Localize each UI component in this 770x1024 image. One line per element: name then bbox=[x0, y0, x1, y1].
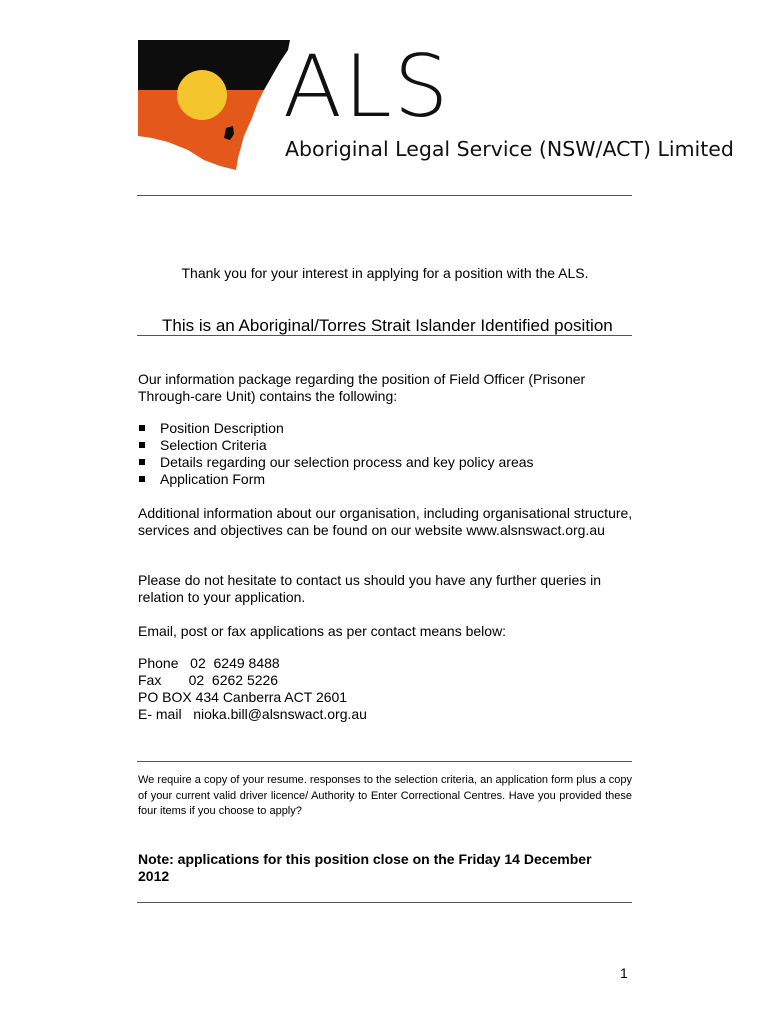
logo-sun-circle bbox=[177, 70, 227, 120]
logo-acronym: ALS bbox=[283, 37, 451, 137]
contact-block bbox=[138, 655, 367, 723]
closing-note: Note: applications for this position close on the Friday 14 December 2012 bbox=[138, 851, 592, 884]
contact-po-box: PO BOX 434 Canberra ACT 2601 bbox=[138, 689, 348, 705]
bullet-icon bbox=[139, 459, 145, 465]
footer-divider bbox=[137, 902, 632, 903]
contact-phone: Phone 02 6249 8488 bbox=[138, 655, 280, 671]
logo-org-name: Aboriginal Legal Service (NSW/ACT) Limited bbox=[285, 137, 734, 161]
package-text: Our information package regarding the position of Field Officer (Prisoner Through-care Unit) contains the following: bbox=[138, 371, 586, 404]
intro-text: Thank you for your interest in applying for a position with the ALS. bbox=[181, 265, 589, 281]
contact-email: E- mail nioka.bill@alsnswact.org.au bbox=[138, 706, 367, 722]
requirements-divider bbox=[137, 761, 632, 762]
list-item bbox=[138, 471, 534, 488]
page-number: 1 bbox=[620, 965, 628, 981]
identified-heading: This is an Aboriginal/Torres Strait Islander Identified position bbox=[162, 316, 613, 335]
bullet-icon bbox=[139, 442, 145, 448]
list-item-label: Details regarding our selection process and key policy areas bbox=[160, 454, 534, 470]
apply-means-text: Email, post or fax applications as per contact means below: bbox=[138, 623, 507, 639]
header-divider bbox=[137, 195, 632, 196]
list-item bbox=[138, 454, 534, 471]
bullet-icon bbox=[139, 476, 145, 482]
list-item-label: Application Form bbox=[160, 471, 266, 487]
bullet-icon bbox=[139, 425, 145, 431]
list-item-label: Position Description bbox=[160, 420, 284, 436]
additional-info-text: Additional information about our organisation, including organisational structure, services and objectives can be found on our website www.alsnswact.org.au bbox=[138, 505, 633, 538]
list-item-label: Selection Criteria bbox=[160, 437, 267, 453]
package-items-list bbox=[138, 420, 534, 488]
requirements-text: We require a copy of your resume. responses to the selection criteria, an application form plus a copy of your current valid driver licence/ Authority to Enter Correctional Centres. Have you provided these four items if you choose to apply? bbox=[138, 774, 632, 817]
identified-underline bbox=[137, 335, 632, 336]
list-item bbox=[138, 420, 534, 437]
queries-text: Please do not hesitate to contact us should you have any further queries in relation to your application. bbox=[138, 572, 602, 605]
list-item bbox=[138, 437, 534, 454]
contact-fax: Fax 02 6262 5226 bbox=[138, 672, 279, 688]
